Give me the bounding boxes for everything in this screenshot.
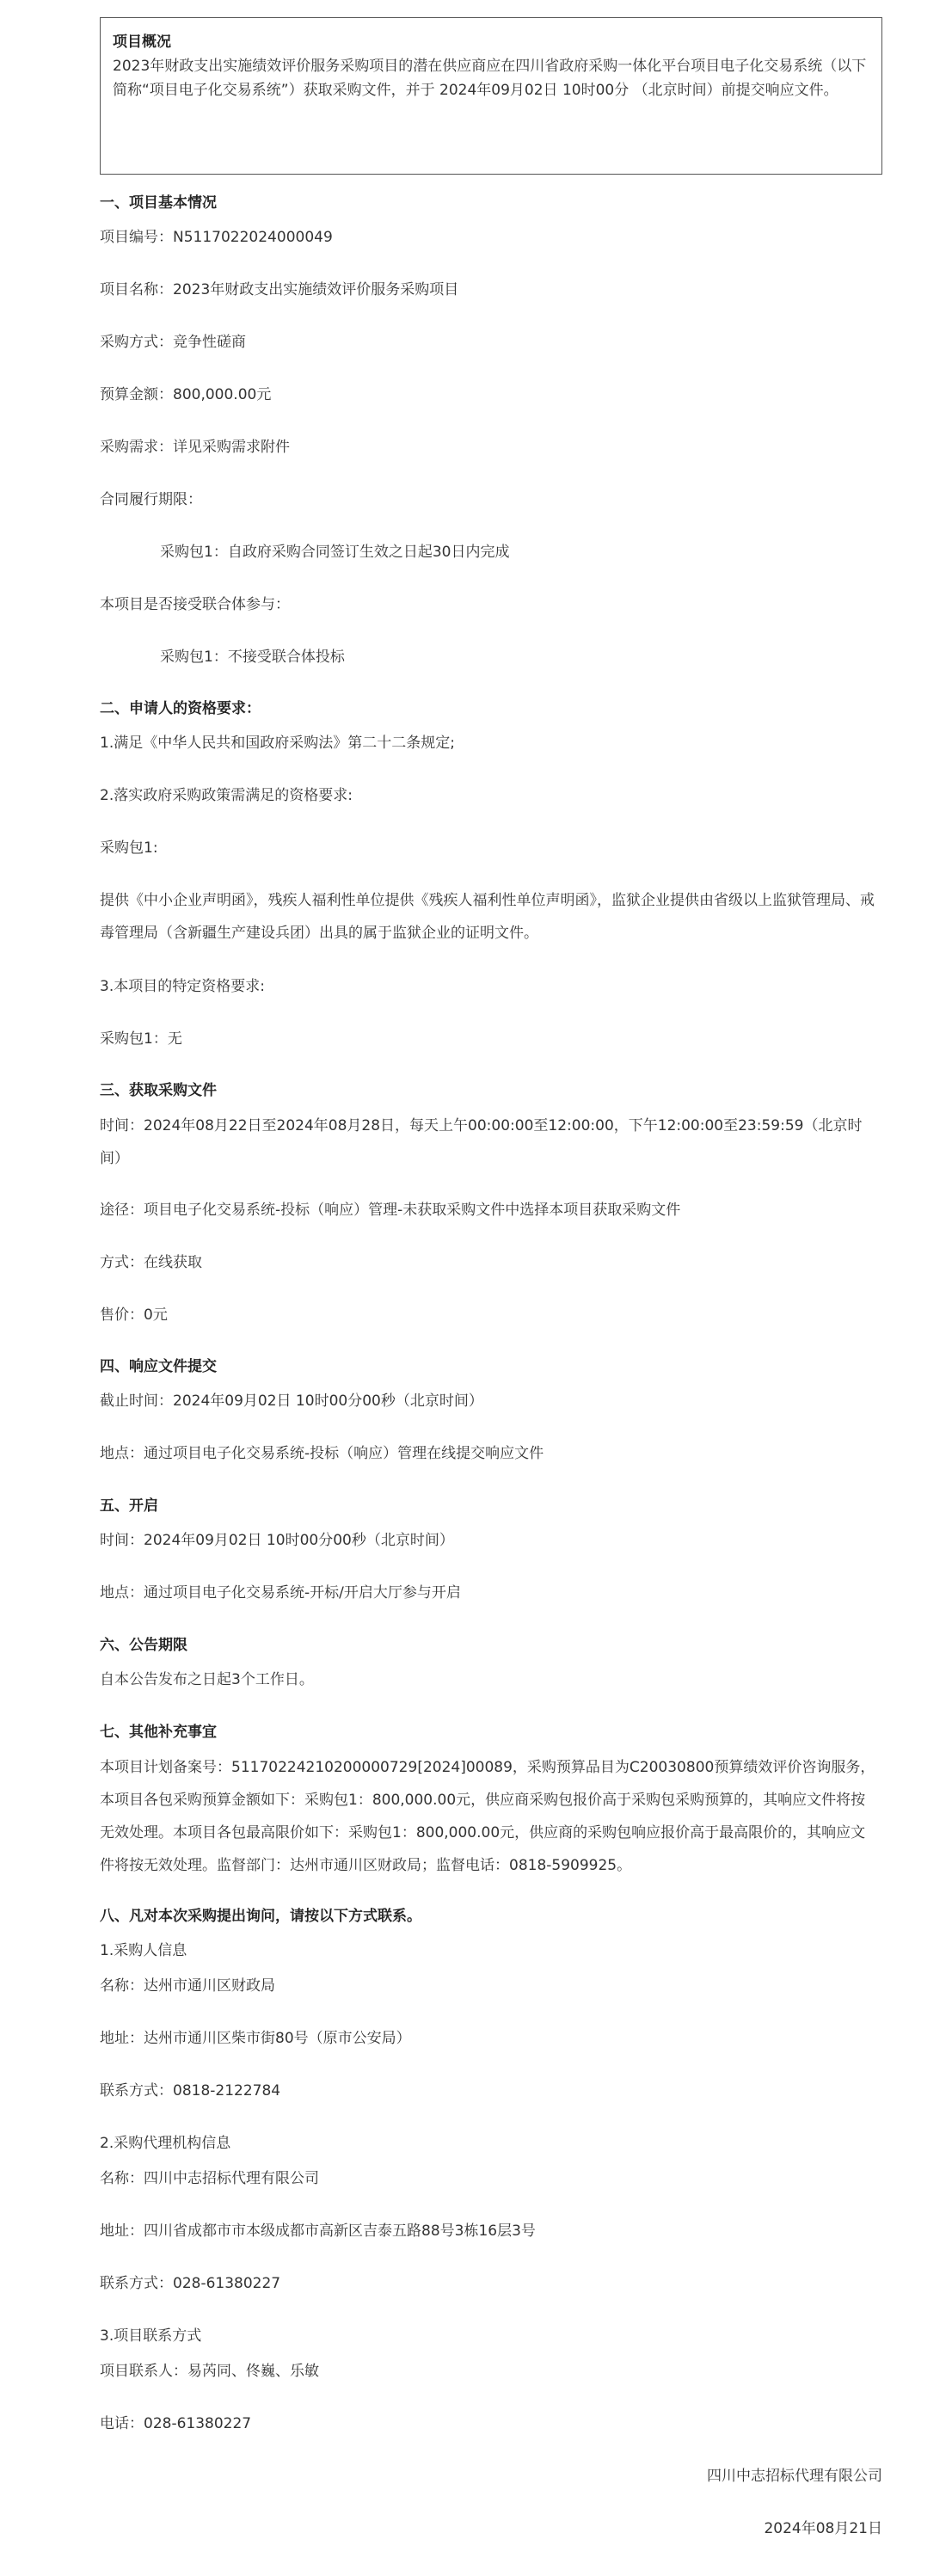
budget-amount: 预算金额：800,000.00元 [100,386,272,403]
qualification-pkg1-text: 提供《中小企业声明函》，残疾人福利性单位提供《残疾人福利性单位声明函》，监狱企业提供由省级以上监狱管理局、戒毒管理局（含新疆生产建设兵团）出具的属于监狱企业的证明文件。 [100,892,875,942]
buyer-address: 地址：达州市通川区柴市街80号（原市公安局） [100,2030,411,2047]
contract-period-item: 采购包1：自政府采购合同签订生效之日起30日内完成 [160,544,510,561]
buyer-phone: 联系方式：0818-2122784 [100,2082,281,2100]
buyer-heading: 1.采购人信息 [100,1942,187,1959]
notice-period: 自本公告发布之日起3个工作日。 [100,1671,314,1688]
obtain-time: 时间：2024年08月22日至2024年08月28日，每天上午00:00:00至12:00:00，下午12:00:00至23:59:59（北京时间） [100,1117,863,1167]
buyer-name: 名称：达州市通川区财政局 [100,1977,275,1995]
submit-deadline: 截止时间：2024年09月02日 10时00分00秒（北京时间） [100,1393,483,1410]
agent-heading: 2.采购代理机构信息 [100,2135,231,2152]
obtain-price: 售价：0元 [100,1306,168,1324]
agent-address: 地址：四川省成都市市本级成都市高新区吉泰五路88号3栋16层3号 [100,2222,536,2240]
qualification-pkg1-label: 采购包1: [100,839,158,857]
section-8-title: 八、凡对本次采购提出询问，请按以下方式联系。 [100,1908,421,1925]
contact-heading: 3.项目联系方式 [100,2327,202,2345]
supplementary-text: 本项目计划备案号：51170224210200000729[2024]00089，采购预算品目为C20030800预算绩效评价咨询服务，本项目各包采购预算金额如下：采购包1：800,000.00元，供应商采购包报价高于采购包采购预算的，其响应文件将按无效处理。本项目各包最高限价如下：采购包1：800,000.00元，供应商的采购包响应报价高于最高限价的，其响应文件将按无效处理。监督部门：达州市通川区财政局；监督电话：0818-5909925。 [100,1759,875,1874]
qualification-item-3: 3.本项目的特定资格要求: [100,978,265,995]
consortium-label: 本项目是否接受联合体参与： [100,596,290,613]
section-5-title: 五、开启 [100,1497,158,1515]
opening-time: 时间：2024年09月02日 10时00分00秒（北京时间） [100,1532,454,1549]
obtain-way: 方式：在线获取 [100,1254,202,1271]
qualification-item-2: 2.落实政府采购政策需满足的资格要求: [100,787,353,804]
procurement-method: 采购方式：竞争性磋商 [100,334,246,351]
section-2-title: 二、申请人的资格要求： [100,700,261,717]
qualification-pkg1-none: 采购包1：无 [100,1030,182,1048]
signature-org: 四川中志招标代理有限公司 [707,2468,882,2485]
obtain-route: 途径：项目电子化交易系统-投标（响应）管理-未获取采购文件中选择本项目获取采购文件 [100,1202,681,1219]
signature-date: 2024年08月21日 [764,2520,882,2537]
overview-box [100,17,882,175]
submit-place: 地点：通过项目电子化交易系统-投标（响应）管理在线提交响应文件 [100,1445,544,1462]
procurement-demand: 采购需求：详见采购需求附件 [100,439,290,456]
agent-name: 名称：四川中志招标代理有限公司 [100,2170,319,2187]
section-6-title: 六、公告期限 [100,1637,187,1654]
agent-phone: 联系方式：028-61380227 [100,2275,281,2292]
qualification-item-1: 1.满足《中华人民共和国政府采购法》第二十二条规定; [100,735,455,752]
contract-period-label: 合同履行期限： [100,491,202,508]
project-name: 项目名称：2023年财政支出实施绩效评价服务采购项目 [100,281,459,298]
section-7-title: 七、其他补充事宜 [100,1724,217,1741]
contact-phone: 电话：028-61380227 [100,2415,252,2432]
section-3-title: 三、获取采购文件 [100,1082,217,1099]
consortium-item: 采购包1：不接受联合体投标 [160,649,345,666]
section-1-title: 一、项目基本情况 [100,194,217,212]
overview-text: 2023年财政支出实施绩效评价服务采购项目的潜在供应商应在四川省政府采购一体化平台项目电子化交易系统（以下简称“项目电子化交易系统”）获取采购文件，并于 2024年09月02日 10时00分 （北京时间）前提交响应文件。 [113,58,867,99]
overview-title: 项目概况 [113,34,171,51]
project-number: 项目编号：N5117022024000049 [100,229,333,246]
section-4-title: 四、响应文件提交 [100,1358,217,1375]
contact-person: 项目联系人：易芮同、佟巍、乐敏 [100,2363,319,2380]
opening-place: 地点：通过项目电子化交易系统-开标/开启大厅参与开启 [100,1584,461,1602]
